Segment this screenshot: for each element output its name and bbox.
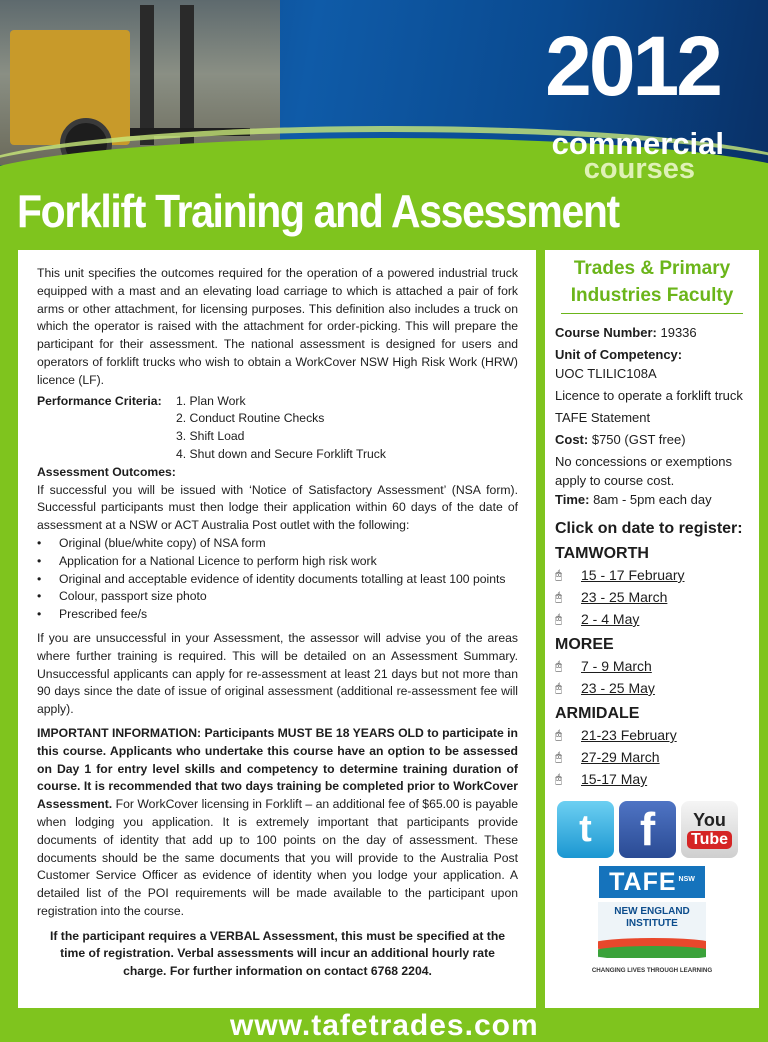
outcomes-heading: Assessment Outcomes: [37,464,176,479]
verbal-assessment-note: If the participant requires a VERBAL Assessment, this must be specified at the time of registration. Verbal assessments will incur an additional hourly rate charge. For further information on contact 6768 2204. [49,928,506,979]
social-links [557,801,749,858]
forklift-mast [140,5,154,145]
main-content [18,250,536,1008]
date-link[interactable] [555,726,749,745]
list-item: • Original (blue/white copy) of NSA form [59,535,518,553]
important-text: For WorkCover licensing in Forklift – an additional fee of $65.00 is payable when lodging you application. It is extremely important that participants provide documents of identity that add up to 100 points on the day of assessment. These documents should be the same documents that you will provide to the Australia Post Customer Service Officer as evidence of identity when you lodge your application. A detailed list of the POI requirements will be made available to the participant upon registration into the course. [37,797,518,918]
unsuccessful-paragraph: If you are unsuccessful in your Assessment, the assessor will advise you of the areas where further training is required. This will be detailed on an Assessment Summary. Unsuccessful applicants can apply for re-assessment at least 21 days but not more than 90 days since the date of issue of original assessment (additional re-assessment fee will apply). [37,630,518,717]
courses-label: courses [583,153,695,180]
date-link-text[interactable]: 23 - 25 March [581,589,668,605]
cost-label: Cost: [555,432,589,447]
nei-line1: NEW ENGLAND [614,906,690,917]
header-banner [0,0,768,180]
criteria-item: 2. Conduct Routine Checks [176,411,325,426]
sidebar [545,250,759,1008]
licence-text: Licence to operate a forklift truck [555,388,743,403]
concessions-text: No concessions or exemptions apply to course cost. [555,454,733,488]
mouse-icon: 🖰 [555,681,563,695]
criteria-item: 3. Shift Load [176,429,245,444]
list-item: • Application for a National Licence to perform high risk work [59,553,518,571]
criteria-item: 4. Shut down and Secure Forklift Truck [176,446,386,461]
commercial-label: commercial [551,126,724,161]
time [555,490,749,509]
outcomes-paragraph: If successful you will be issued with ‘Notice of Satisfactory Assessment’ (NSA form). Successful participants must then lodge their application within 60 days of the date of assessment at a NSW or ACT Australia Post outlet with the following: [37,482,518,533]
new-england-institute-logo [598,902,706,958]
date-link-text[interactable]: 15-17 May [581,771,648,787]
requirements-list [37,535,518,624]
statement-text: TAFE Statement [555,410,651,425]
youtube-icon[interactable] [681,801,738,858]
date-link[interactable] [555,610,749,629]
logo-swoosh [598,946,706,958]
date-link-text[interactable]: 21-23 February [581,727,677,743]
list-item: • Colour, passport size photo [59,588,518,606]
twitter-icon[interactable]: t [557,801,614,858]
course-number [555,323,749,342]
mouse-icon: 🖰 [555,728,563,742]
mouse-icon: 🖰 [555,659,563,673]
criteria-list [176,393,386,464]
location-moree: MOREE [555,636,614,653]
intro-paragraph: This unit specifies the outcomes required for the operation of a powered industrial truck equipped with a mast and an elevating load carriage to which is attached a pair of fork arms or other attachment, for licensing purposes. This definition also includes a truck on which the operator is raised with the attachment for order-picking. This will prepare the participant for their assessment. The national assessment is designed for users and operators of forklift trucks who wish to obtain a WorkCover NSW High Risk Work (HRW) licence (LF). [37,266,518,387]
date-link-text[interactable]: 23 - 25 May [581,680,655,696]
mouse-icon: 🖰 [555,568,563,582]
page-title: Forklift Training and Assessment [17,185,619,237]
course-number-value: 19336 [660,325,697,340]
youtube-you-text: You [693,809,726,830]
institute-tagline: CHANGING LIVES THROUGH LEARNING [591,967,713,974]
facebook-icon[interactable]: f [619,801,676,858]
footer-url[interactable]: www.tafetrades.com [230,1009,539,1042]
list-item: • Original and acceptable evidence of identity documents totalling at least 100 points [59,571,518,589]
uoc-value: UOC TLILIC108A [555,366,657,381]
uoc-label: Unit of Competency: [555,347,683,362]
location-armidale: ARMIDALE [555,705,640,722]
mouse-icon: 🖰 [555,590,563,604]
performance-criteria [37,393,518,464]
mouse-icon: 🖰 [555,750,563,764]
location-tamworth: TAMWORTH [555,545,649,562]
criteria-label: Performance Criteria: [37,393,162,408]
nei-line2: INSTITUTE [626,918,678,929]
time-value: 8am - 5pm each day [593,492,712,507]
youtube-tube-text: Tube [687,831,732,849]
register-heading: Click on date to register: [555,520,743,537]
mouse-icon: 🖰 [555,772,563,786]
time-label: Time: [555,492,590,507]
cost [555,430,749,449]
date-link[interactable] [555,748,749,767]
important-bold-text: IMPORTANT INFORMATION: Participants MUST BE 18 YEARS OLD to participate in this course. Applicants who undertake this course have an option to be assessed on Day 1 for entry level skills and competency to determine training duration of course. It is recommended that two days training be completed prior to WorkCover Assessment. [37,725,518,812]
date-link[interactable] [555,566,749,585]
tafe-logo: TAFE NSW [599,866,705,898]
date-link-text[interactable]: 27-29 March [581,749,660,765]
date-link-text[interactable]: 2 - 4 May [581,611,640,627]
date-link-text[interactable]: 15 - 17 February [581,567,685,583]
cost-value: $750 (GST free) [591,432,686,447]
year-heading: 2012 [545,19,720,113]
date-link[interactable] [555,770,749,789]
criteria-item: 1. Plan Work [176,393,246,408]
date-link[interactable] [555,588,749,607]
date-link[interactable] [555,657,749,676]
important-paragraph [37,725,518,921]
faculty-heading: Trades & Primary Industries Faculty [561,255,743,314]
list-item: • Prescribed fee/s [59,606,518,624]
course-number-label: Course Number: [555,325,657,340]
forklift-mast [180,5,194,145]
date-link[interactable] [555,679,749,698]
date-link-text[interactable]: 7 - 9 March [581,658,652,674]
mouse-icon: 🖰 [555,612,563,626]
